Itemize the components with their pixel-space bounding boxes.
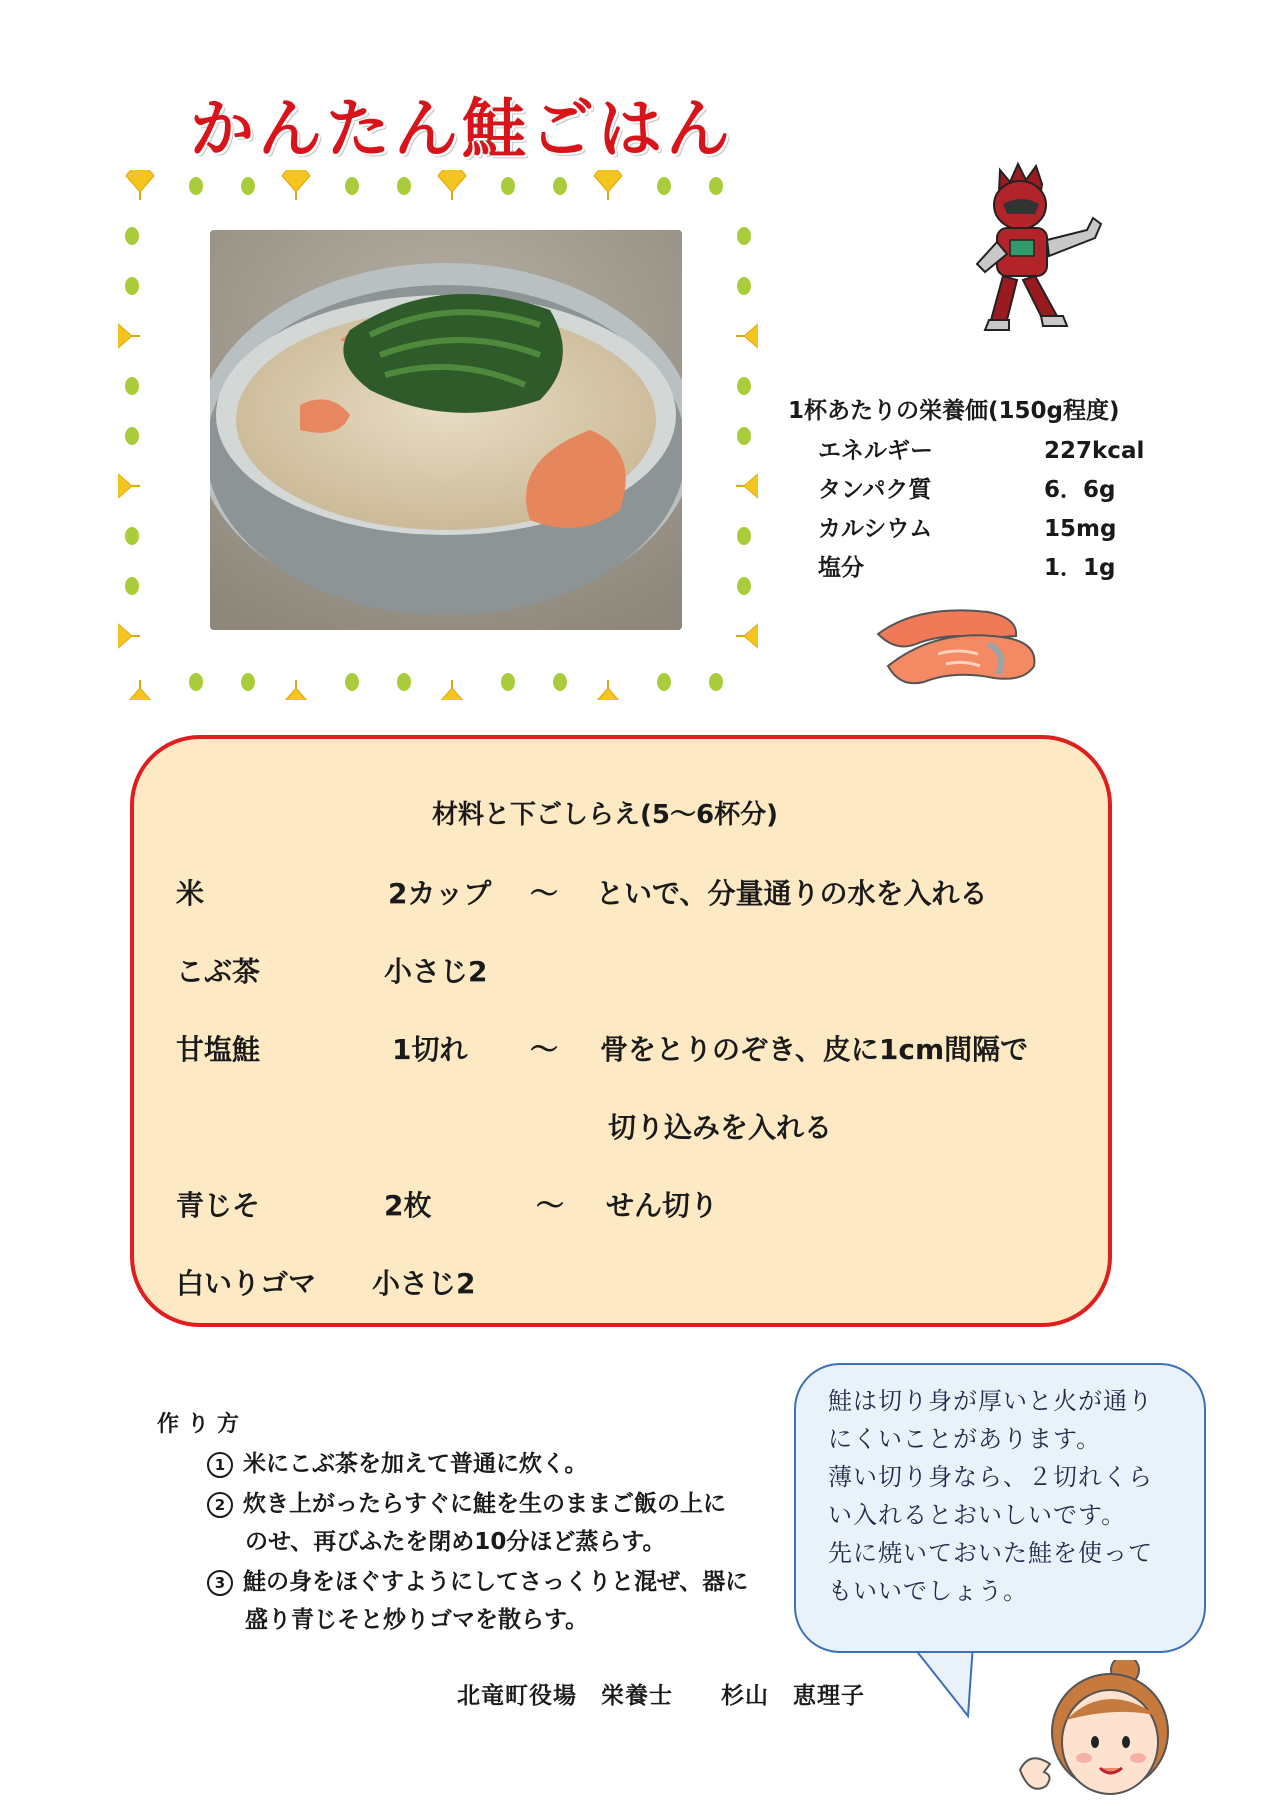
green-dot-icon: [553, 177, 567, 195]
nutrition-label: カルシウム: [818, 516, 933, 542]
ingredients-title: 材料と下ごしらえ(5～6杯分): [432, 800, 778, 830]
ingredient-note: といで、分量通りの水を入れる: [596, 877, 988, 910]
ginkgo-leaf-icon: [736, 322, 758, 350]
green-dot-icon: [657, 673, 671, 691]
ginkgo-leaf-icon: [594, 680, 622, 700]
ginkgo-leaf-icon: [126, 680, 154, 700]
green-dot-icon: [397, 177, 411, 195]
ginkgo-leaf-icon: [118, 622, 140, 650]
green-dot-icon: [397, 673, 411, 691]
ingredient-name: こぶ茶: [176, 955, 261, 988]
nutrition-row-calcium: [818, 510, 1116, 543]
nutrition-row-salt: [818, 549, 1115, 582]
ingredient-name: 白いりゴマ: [176, 1267, 317, 1300]
green-dot-icon: [189, 177, 203, 195]
tip-line: もいいでしょう。: [828, 1577, 1028, 1605]
method-step-2: [207, 1485, 726, 1518]
green-dot-icon: [709, 673, 723, 691]
nutrition-value: 6．6g: [1044, 477, 1116, 503]
green-dot-icon: [737, 577, 751, 595]
step-text-continued: のせ、再びふたを閉め10分ほど蒸らす。: [245, 1529, 666, 1555]
step-text: 米にこぶ茶を加えて普通に炊く。: [243, 1451, 588, 1477]
step-text: 炊き上がったらすぐに鮭を生のままご飯の上に: [243, 1491, 726, 1517]
tip-line: 先に焼いておいた鮭を使って: [828, 1539, 1153, 1567]
green-dot-icon: [345, 177, 359, 195]
green-dot-icon: [737, 427, 751, 445]
nutrition-row-energy: [818, 432, 1144, 465]
ingredient-qty: 小さじ2: [384, 955, 488, 988]
nutrition-value: 15mg: [1044, 516, 1117, 542]
ginkgo-leaf-icon: [594, 170, 622, 200]
ingredient-qty: 2カップ: [388, 877, 492, 910]
ingredient-sep: ～: [536, 1189, 565, 1222]
hero-character-icon: [955, 160, 1105, 345]
green-dot-icon: [125, 427, 139, 445]
green-dot-icon: [125, 577, 139, 595]
green-dot-icon: [737, 227, 751, 245]
method-title: 作り方: [157, 1412, 248, 1437]
nutrition-row-protein: [818, 471, 1115, 504]
ingredient-note: 骨をとりのぞき、皮に1cm間隔で: [600, 1033, 1029, 1066]
ginkgo-leaf-icon: [438, 680, 466, 700]
ginkgo-leaf-icon: [118, 322, 140, 350]
ingredient-qty: 1切れ: [392, 1033, 468, 1066]
ginkgo-leaf-icon: [126, 170, 154, 200]
salmon-slice-icon: [868, 604, 1048, 692]
ginkgo-leaf-icon: [736, 622, 758, 650]
green-dot-icon: [501, 177, 515, 195]
nutrition-label: タンパク質: [818, 477, 932, 503]
nutrition-title: 1杯あたりの栄養価(150g程度): [788, 398, 1120, 424]
method-step-3: [207, 1563, 748, 1596]
green-dot-icon: [241, 177, 255, 195]
ingredient-qty: 小さじ2: [372, 1267, 476, 1300]
ingredient-name: 甘塩鮭: [176, 1033, 261, 1066]
green-dot-icon: [241, 673, 255, 691]
green-dot-icon: [657, 177, 671, 195]
ginkgo-leaf-icon: [438, 170, 466, 200]
tip-line: にくいことがあります。: [828, 1425, 1102, 1453]
nutritionist-woman-icon: [1010, 1660, 1180, 1805]
nutrition-value: 1．1g: [1044, 555, 1116, 581]
green-dot-icon: [125, 227, 139, 245]
ingredient-name: 米: [176, 877, 205, 910]
nutrition-label: エネルギー: [818, 438, 933, 464]
green-dot-icon: [345, 673, 359, 691]
step-number: 2: [207, 1492, 233, 1518]
tip-line: 鮭は切り身が厚いと火が通り: [828, 1387, 1153, 1415]
green-dot-icon: [737, 377, 751, 395]
green-dot-icon: [125, 527, 139, 545]
tip-line: 薄い切り身なら、２切れくら: [828, 1463, 1153, 1491]
ingredient-note: せん切り: [606, 1189, 719, 1222]
green-dot-icon: [125, 277, 139, 295]
green-dot-icon: [501, 673, 515, 691]
ginkgo-leaf-icon: [736, 472, 758, 500]
step-number: 3: [207, 1570, 233, 1596]
nutrition-value: 227kcal: [1044, 438, 1145, 464]
ginkgo-leaf-icon: [282, 170, 310, 200]
step-text: 鮭の身をほぐすようにしてさっくりと混ぜ、器に: [243, 1569, 749, 1595]
green-dot-icon: [737, 277, 751, 295]
ginkgo-leaf-icon: [282, 680, 310, 700]
step-number: 1: [207, 1452, 233, 1478]
green-dot-icon: [125, 377, 139, 395]
green-dot-icon: [553, 673, 567, 691]
author-credit: 北竜町役場 栄養士 杉山 恵理子: [457, 1683, 865, 1709]
nutrition-label: 塩分: [818, 555, 864, 581]
green-dot-icon: [189, 673, 203, 691]
method-step-1: [207, 1445, 588, 1478]
ingredient-qty: 2枚: [384, 1189, 432, 1222]
ingredient-note: 切り込みを入れる: [608, 1111, 833, 1144]
tip-line: い入れるとおいしいです。: [828, 1501, 1127, 1529]
green-dot-icon: [737, 527, 751, 545]
salmon-rice-photo: [210, 230, 682, 630]
page-title: かんたん鮭ごはん: [190, 93, 734, 167]
ingredient-sep: ～: [530, 877, 559, 910]
ingredient-name: 青じそ: [176, 1189, 261, 1222]
green-dot-icon: [709, 177, 723, 195]
ginkgo-leaf-icon: [118, 472, 140, 500]
step-text-continued: 盛り青じそと炒りゴマを散らす。: [245, 1607, 589, 1633]
ingredient-sep: ～: [530, 1033, 559, 1066]
